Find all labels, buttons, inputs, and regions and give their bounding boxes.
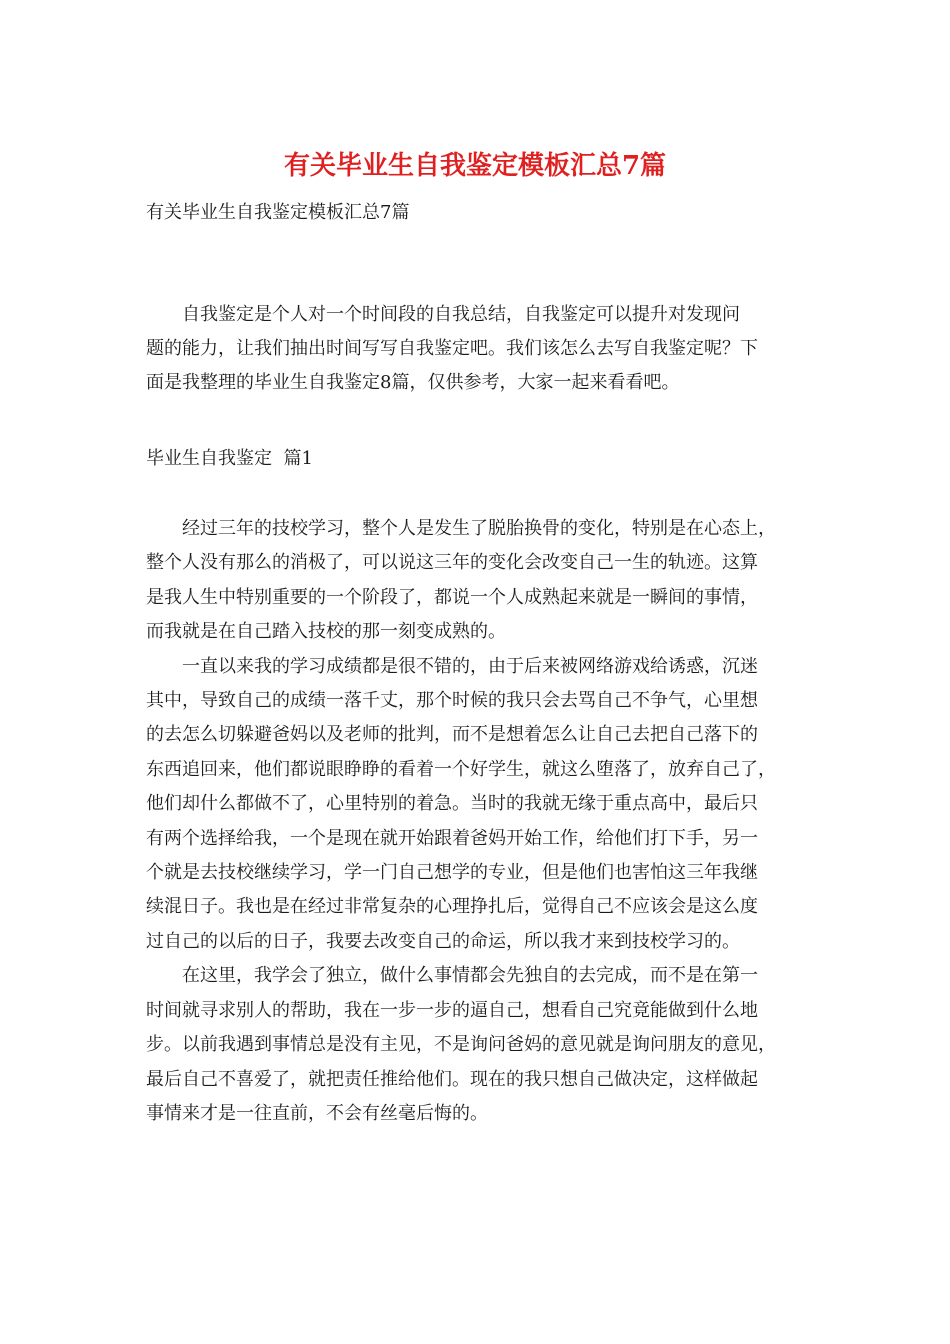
intro-line: 自我鉴定是个人对一个时间段的自我总结，自我鉴定可以提升对发现问 (146, 304, 740, 325)
body-line: 经过三年的技校学习，整个人是发生了脱胎换骨的变化，特别是在心态上， (146, 518, 776, 539)
body-line: 事情来才是一往直前，不会有丝毫后悔的。 (146, 1102, 488, 1124)
intro-line: 面是我整理的毕业生自我鉴定8篇，仅供参考，大家一起来看看吧。 (146, 372, 680, 393)
document-title: 有关毕业生自我鉴定模板汇总7篇 (283, 151, 667, 181)
body-line: 步。以前我遇到事情总是没有主见，不是询问爸妈的意见就是询问朋友的意见， (146, 1034, 776, 1056)
body-line: 的去怎么切躲避爸妈以及老师的批判，而不是想着怎么让自己去把自己落下的 (146, 724, 758, 746)
body-line: 时间就寻求别人的帮助，我在一步一步的逼自己，想看自己究竟能做到什么地 (146, 999, 758, 1021)
body-line: 个就是去技校继续学习，学一门自己想学的专业，但是他们也害怕这三年我继 (146, 862, 758, 884)
body-line: 他们却什么都做不了，心里特别的着急。当时的我就无缘于重点高中，最后只 (146, 793, 758, 815)
intro-paragraph (146, 298, 806, 400)
intro-line: 题的能力，让我们抽出时间写写自我鉴定吧。我们该怎么去写自我鉴定呢？下 (146, 338, 758, 359)
section-heading: 毕业生自我鉴定 篇1 (146, 448, 313, 469)
body-line: 续混日子。我也是在经过非常复杂的心理挣扎后，觉得自己不应该会是这么度 (146, 896, 758, 918)
body-line: 是我人生中特别重要的一个阶段了，都说一个人成熟起来就是一瞬间的事情， (146, 586, 758, 608)
body-line: 一直以来我的学习成绩都是很不错的，由于后来被网络游戏给诱惑，沉迷 (146, 655, 758, 677)
body-line: 整个人没有那么的消极了，可以说这三年的变化会改变自己一生的轨迹。这算 (146, 552, 758, 574)
body-line: 最后自己不喜爱了，就把责任推给他们。现在的我只想自己做决定，这样做起 (146, 1068, 758, 1090)
body-line: 其中，导致自己的成绩一落千丈，那个时候的我只会去骂自己不争气，心里想 (146, 690, 758, 712)
body-line: 过自己的以后的日子，我要去改变自己的命运，所以我才来到技校学习的。 (146, 930, 740, 952)
body-text (146, 512, 816, 1131)
body-line: 东西追回来，他们都说眼睁睁的看着一个好学生，就这么堕落了，放弃自己了， (146, 758, 776, 780)
body-line: 在这里，我学会了独立，做什么事情都会先独自的去完成，而不是在第一 (146, 965, 758, 987)
body-line: 有两个选择给我，一个是现在就开始跟着爸妈开始工作，给他们打下手，另一 (146, 827, 758, 849)
document-subtitle: 有关毕业生自我鉴定模板汇总7篇 (146, 202, 410, 223)
body-line: 而我就是在自己踏入技校的那一刻变成熟的。 (146, 621, 506, 643)
